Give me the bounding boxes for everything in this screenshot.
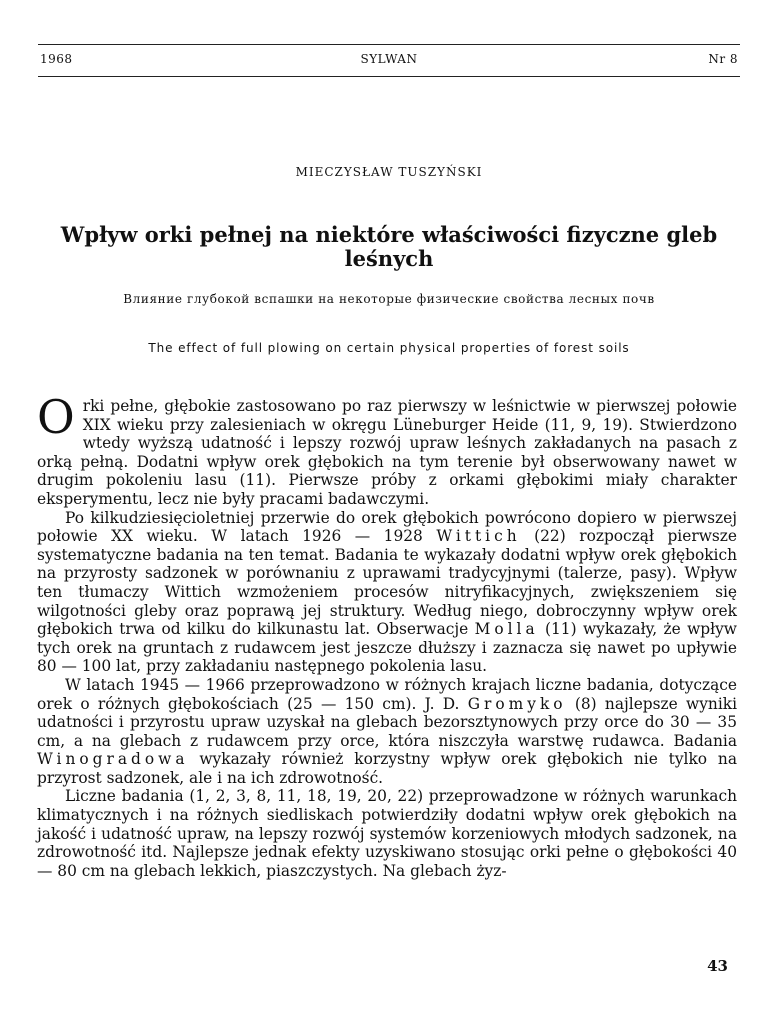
- paragraph-2-text-b: (22) rozpoczął pierwsze systematyczne badania na ten temat. Badania te wykazały dodatni wpływ orek głębokich na przyrosty sadzonek w porównaniu z uprawami tradycyjnymi (talerze, pasy). Wpływ ten tłumaczy Wittich wzmożeniem procesów nitryfikacyjnych, zwiększeniem się wilgotności gleby oraz poprawą jej struktury. Według niego, dobroczynny wpływ orek głębokich trwa od kilku do kilkunastu lat. Obserwacje: [37, 527, 737, 639]
- header-rule-bottom: [38, 76, 740, 77]
- author-name-gromyko: Gromyko: [467, 694, 567, 713]
- header-issue: Nr 8: [708, 52, 738, 66]
- paragraph-2-text-c: (11) wykazały, że wpływ tych orek na gruntach z rudawcem jest jeszcze dłuższy i zaznacza się nawet po upływie 80 — 100 lat, przy zakładaniu następnego pokolenia lasu.: [37, 620, 737, 676]
- article-title: Wpływ orki pełnej na niektóre właściwości fizyczne gleb leśnych: [60, 222, 718, 271]
- header-journal: SYLWAN: [360, 52, 418, 66]
- article-body: [37, 390, 737, 880]
- author-name-wittich: Wittich: [436, 527, 521, 546]
- article-author: MIECZYSŁAW TUSZYŃSKI: [295, 165, 483, 179]
- page-number: 43: [707, 957, 728, 975]
- paragraph-1-text: rki pełne, głębokie zastosowano po raz pierwszy w leśnictwie w pierwszej połowie XIX wieku przy zalesieniach w okręgu Lüneburger Heide (11, 9, 19). Stwierdzono wtedy wyższą udatność i lepszy rozwój upraw leśnych zakładanych na pasach z orką pełną. Dodatni wpływ orek głębokich na tym terenie był obserwowany nawet w drugim pokoleniu lasu (11). Pierwsze próby z orkami głębokimi miały charakter eksperymentu, lecz nie były pracami badawczymi.: [37, 397, 737, 508]
- paragraph-3-text-a: W latach 1945 — 1966 przeprowadzono w różnych krajach liczne badania, dotyczące orek o różnych głębokościach (25 — 150 cm). J. D.: [37, 675, 737, 713]
- header-rule-top: [38, 44, 740, 45]
- drop-cap: O: [37, 390, 75, 444]
- paragraph-3-text-b: (8) najlepsze wyniki udatności i przyrostu upraw uzyskał na glebach bezorsztynowych przy orce do 30 — 35 cm, a na glebach z rudawcem przy orce, która niszczyła warstwę rudawca. Badania: [37, 694, 737, 750]
- paragraph-2-text-a: Po kilkudziesięcioletniej przerwie do orek głębokich powrócono dopiero w pierwszej połowie XX wieku. W latach 1926 — 1928: [37, 508, 737, 546]
- paragraph-4: Liczne badania (1, 2, 3, 8, 11, 18, 19, 20, 22) przeprowadzone w różnych warunkach klimatycznych i na różnych siedliskach potwierdziły dodatni wpływ orek głębokich na jakość i udatność upraw, na lepszy rozwój systemów korzeniowych młodych sadzonek, na zdrowotność itd. Najlepsze jednak efekty uzyskiwano stosując orki pełne o głębokości 40 — 80 cm na glebach lekkich, piaszczystych. Na glebach żyz-: [37, 787, 737, 880]
- running-header: [40, 52, 738, 70]
- paragraph-3-text-c: wykazały również korzystny wpływ orek głębokich nie tylko na przyrost sadzonek, ale i na ich zdrowotność.: [37, 750, 737, 787]
- paragraph-3: [37, 676, 737, 788]
- paragraph-2: [37, 509, 737, 676]
- header-year: 1968: [40, 52, 73, 66]
- author-name-moll: Molla: [474, 620, 539, 639]
- article-subtitle-english: The effect of full plowing on certain physical properties of forest soils: [148, 341, 630, 355]
- author-name-winogradowa: Winogradowa: [37, 750, 189, 769]
- paragraph-1: [37, 390, 737, 509]
- article-subtitle-russian: Влияние глубокой вспашки на некоторые физические свойства лесных почв: [123, 292, 655, 306]
